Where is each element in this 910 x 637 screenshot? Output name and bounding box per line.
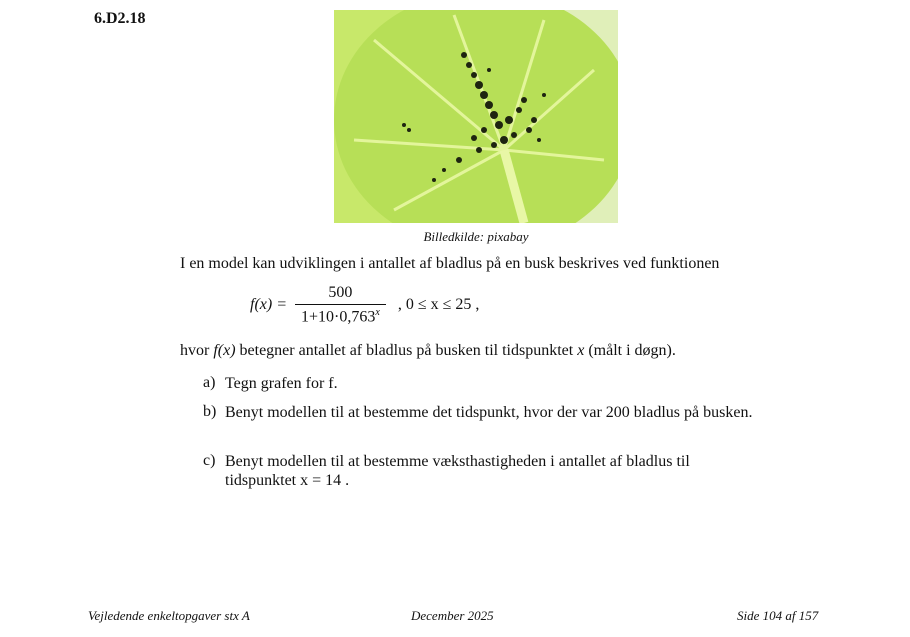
formula-lhs: f(x) =	[250, 296, 287, 314]
intro-text: I en model kan udviklingen i antallet af bladlus på en busk beskrives ved funktionen	[180, 255, 720, 272]
formula-denominator: $1+10\cdot 0,763^x$	[295, 304, 386, 326]
function-formula	[250, 284, 479, 326]
question-label: a)	[203, 374, 216, 391]
question-label: c)	[203, 452, 216, 469]
footer-page-number: Side 104 af 157	[737, 608, 819, 623]
question-text: Tegn grafen for f.	[225, 375, 338, 392]
question-text: Benyt modellen til at bestemme væksthastigheden i antallet af bladlus til tidspunktet x = 14 .	[225, 453, 690, 489]
formula-domain: , 0 ≤ x ≤ 25 ,	[397, 296, 480, 314]
question-b	[203, 403, 763, 422]
figure-caption: Billedkilde: pixabay	[423, 229, 529, 244]
formula-fraction	[295, 284, 386, 326]
description-text: hvor f(x) betegner antallet af bladlus på busken til tidspunktet x (målt i døgn).	[180, 342, 676, 359]
question-text: Benyt modellen til at bestemme det tidspunkt, hvor der var 200 bladlus på busken.	[225, 404, 753, 421]
footer-left: Vejledende enkeltopgaver stx A	[88, 608, 250, 623]
question-a	[203, 374, 763, 393]
question-c	[203, 452, 763, 490]
leaf-with-aphids-photo	[334, 10, 618, 223]
formula-numerator: 500	[328, 284, 353, 301]
question-label: b)	[203, 403, 217, 420]
task-id: 6.D2.18	[94, 10, 146, 27]
formula-exponent: x	[375, 307, 380, 318]
footer-date: December 2025	[411, 608, 494, 623]
